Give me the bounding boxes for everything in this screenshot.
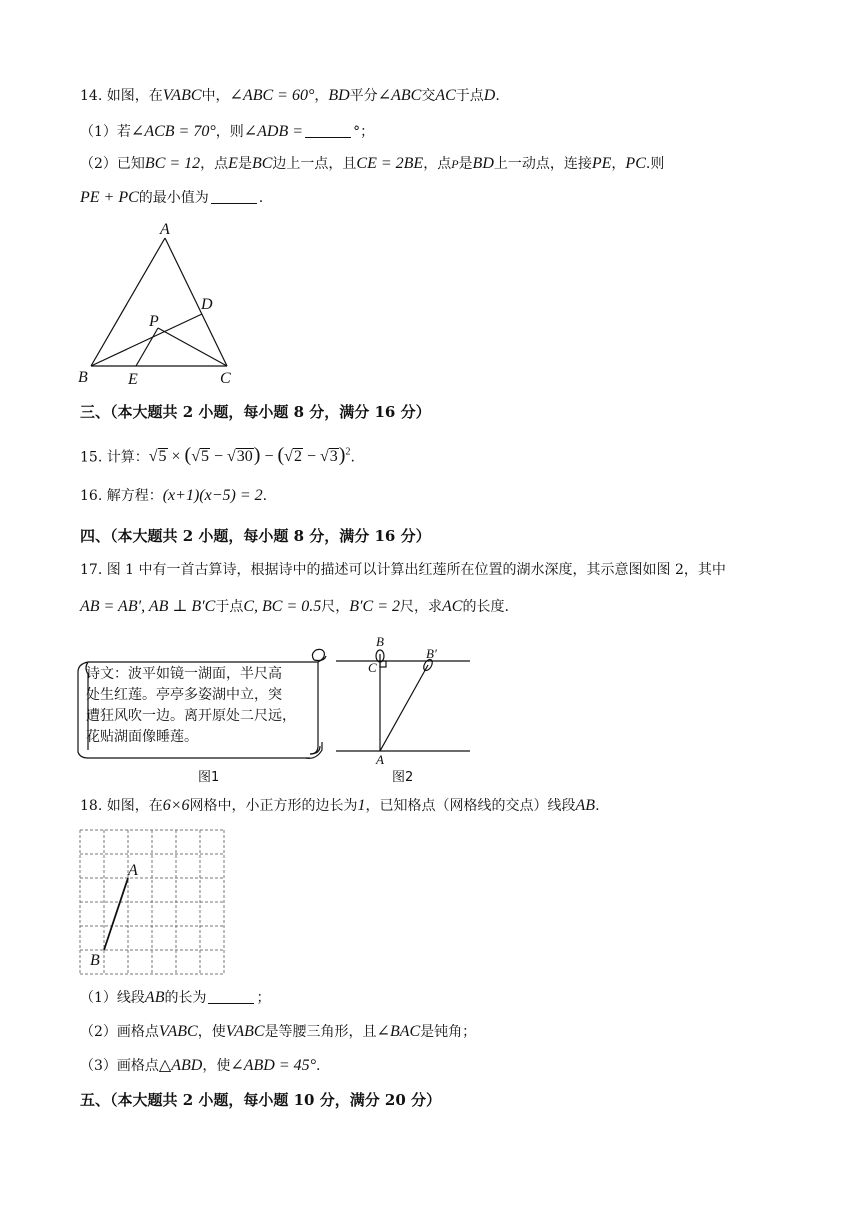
answer-blank [305,123,351,138]
answer-blank [208,989,254,1004]
stem-ab-prime [380,665,428,751]
figure-1-caption: 图1 [198,770,220,785]
label-c: C [368,660,377,675]
label-b: B [376,634,384,649]
q18-part3: （3）画格点△ABD，使∠ABD = 45°. [80,1057,321,1074]
label-c: C [220,370,231,387]
q18-part2: （2）画格点VABC，使VABC是等腰三角形，且∠BAC是钝角； [80,1023,477,1040]
figure-2-caption: 图2 [392,770,414,785]
answer-blank [211,189,257,204]
label-a: A [376,752,384,767]
section-4-heading: 四、（本大题共 2 小题，每小题 8 分，满分 16 分） [80,527,431,545]
q14-part2-line2: PE + PC的最小值为 . [80,189,264,206]
q14-stem: 14. 如图，在VABC中，∠ABC = 60°，BD平分∠ABC交AC于点D. [80,87,500,104]
q14-part1: （1）若∠ACB = 70°，则∠ADB = °； [80,123,375,140]
poem-text: 诗文：波平如镜一湖面，半尺高 处生红莲。亭亭多姿湖中立，突 遭狂风吹一边。离开原处二尺远， 花贴湖面像睡莲。 [86,666,296,745]
segment-pe [136,328,158,366]
label-a: A [160,221,170,238]
segment-ab [104,878,128,950]
label-p: P [149,313,159,330]
q14-part2: （2）已知BC = 12，点E是BC边上一点，且CE = 2BE，点P是BD上一动点，连接PE，PC.则 [80,155,665,172]
label-b: B [90,952,100,969]
segment-pc [158,328,227,366]
q15: 15. 计算：$√5 \times (√5 - √30) - (√2 - √3)^2$. [80,444,355,467]
edge-ac [165,238,227,366]
segment-bd [91,314,202,366]
q18-part1: （1）线段AB的长为 ； [80,989,271,1006]
section-3-heading: 三、（本大题共 2 小题，每小题 8 分，满分 16 分） [80,403,431,421]
section-5-heading: 五、（本大题共 2 小题，每小题 10 分，满分 20 分） [80,1091,442,1109]
label-b: B [78,369,88,386]
q16: 16. 解方程：(x+1)(x−5) = 2. [80,487,268,504]
q14-triangle-figure [70,220,250,390]
q17-line2: AB = AB′, AB ⊥ B′C于点C, BC = 0.5尺，B′C = 2尺，求AC的长度. [80,598,509,615]
lotus-diagram-figure [330,634,480,767]
q17-line1: 17. 图 1 中有一首古算诗，根据诗中的描述可以计算出红莲所在位置的湖水深度，其示意图如图 2，其中 [80,562,726,578]
edge-ab [91,238,165,366]
label-e: E [128,371,138,388]
grid-6x6-figure [78,829,226,975]
label-a: A [128,862,138,879]
label-d: D [201,296,213,313]
q18-stem: 18. 如图，在6×6网格中，小正方形的边长为1，已知格点（网格线的交点）线段AB. [80,797,600,814]
label-b-prime: B′ [426,646,437,661]
